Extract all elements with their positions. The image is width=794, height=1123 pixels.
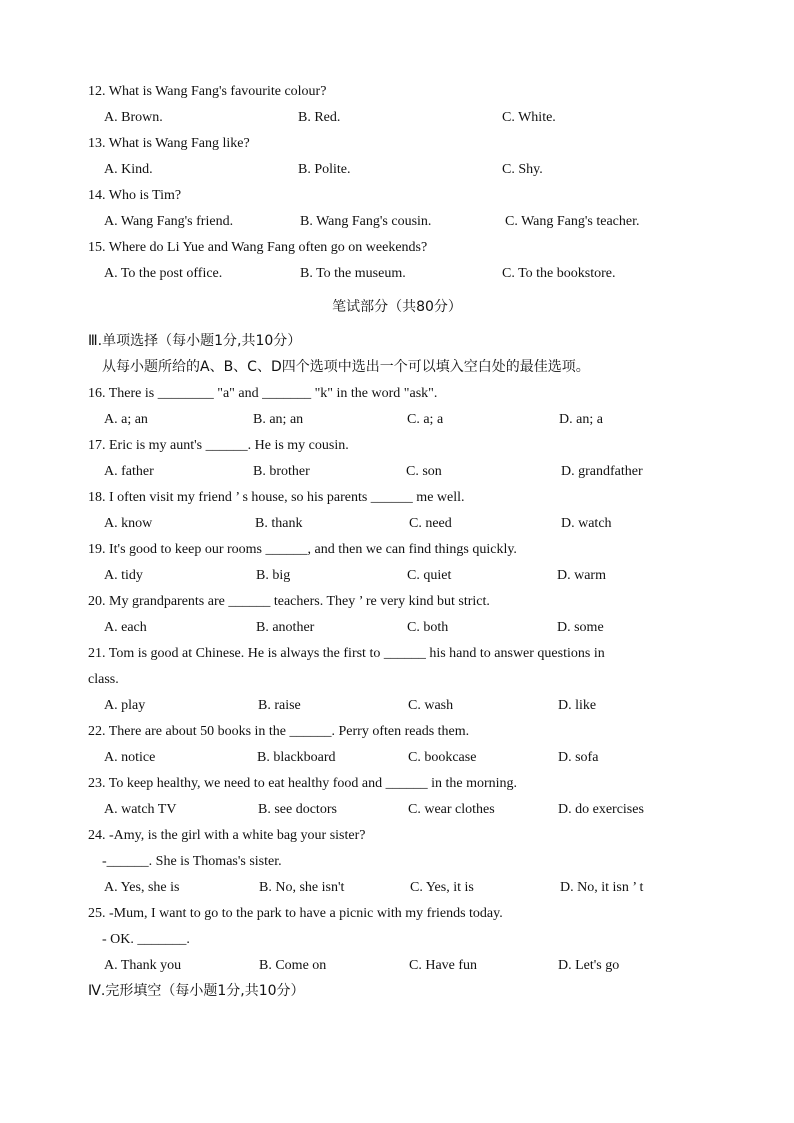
question-22-stem: 22. There are about 50 books in the ______. Perry often reads them. [88, 724, 470, 739]
q23-option-c: C. wear clothes [408, 802, 495, 817]
question-14-stem: 14. Who is Tim? [88, 188, 182, 203]
question-13-stem: 13. What is Wang Fang like? [88, 136, 250, 151]
q15-option-b: B. To the museum. [300, 266, 406, 281]
q17-option-a: A. father [104, 464, 154, 479]
q22-option-a: A. notice [104, 750, 156, 765]
question-22-options [0, 745, 794, 771]
question-23-options [0, 797, 794, 823]
question-16-options [0, 407, 794, 433]
q23-option-b: B. see doctors [258, 802, 337, 817]
question-20-options [0, 615, 794, 641]
q19-option-b: B. big [256, 568, 291, 583]
q12-option-c: C. White. [502, 110, 556, 125]
question-12-stem: 12. What is Wang Fang's favourite colour? [88, 84, 327, 99]
q16-option-d: D. an; a [559, 412, 603, 427]
question-19-options [0, 563, 794, 589]
q22-option-d: D. sofa [558, 750, 599, 765]
question-17-stem: 17. Eric is my aunt's ______. He is my cousin. [88, 438, 349, 453]
section-3-title: Ⅲ.单项选择（每小题1分,共10分） [88, 333, 302, 349]
q12-option-b: B. Red. [298, 110, 341, 125]
q20-option-c: C. both [407, 620, 449, 635]
q23-option-d: D. do exercises [558, 802, 644, 817]
q19-option-d: D. warm [557, 568, 606, 583]
q17-option-c: C. son [406, 464, 442, 479]
section-4-title: Ⅳ.完形填空（每小题1分,共10分） [88, 983, 305, 999]
q13-option-b: B. Polite. [298, 162, 351, 177]
section-3-instruction: 从每小题所给的A、B、C、D四个选项中选出一个可以填入空白处的最佳选项。 [102, 359, 590, 375]
q17-option-d: D. grandfather [561, 464, 643, 479]
question-18-stem: 18. I often visit my friend ’ s house, so his parents ______ me well. [88, 490, 465, 505]
q16-option-a: A. a; an [104, 412, 148, 427]
question-24-options [0, 875, 794, 901]
question-21-options [0, 693, 794, 719]
q16-option-b: B. an; an [253, 412, 304, 427]
q13-option-c: C. Shy. [502, 162, 543, 177]
q14-option-a: A. Wang Fang's friend. [104, 214, 234, 229]
question-18-options [0, 511, 794, 537]
q21-option-c: C. wash [408, 698, 454, 713]
q17-option-b: B. brother [253, 464, 310, 479]
question-21-stem: 21. Tom is good at Chinese. He is always the first to ______ his hand to answer questions in [88, 646, 605, 661]
q25-option-b: B. Come on [259, 958, 327, 973]
question-21-stem-continued: class. [88, 672, 119, 687]
q16-option-c: C. a; a [407, 412, 444, 427]
q20-option-a: A. each [104, 620, 147, 635]
q25-option-a: A. Thank you [104, 958, 182, 973]
q24-option-d: D. No, it isn ’ t [560, 880, 644, 895]
question-15-options [0, 261, 794, 287]
q19-option-c: C. quiet [407, 568, 452, 583]
q21-option-d: D. like [558, 698, 597, 713]
question-17-options [0, 459, 794, 485]
q21-option-b: B. raise [258, 698, 301, 713]
question-25-stem-continued: - OK. _______. [102, 932, 190, 947]
q24-option-a: A. Yes, she is [104, 880, 180, 895]
q19-option-a: A. tidy [104, 568, 143, 583]
question-25-stem: 25. -Mum, I want to go to the park to have a picnic with my friends today. [88, 906, 503, 921]
question-20-stem: 20. My grandparents are ______ teachers. They ’ re very kind but strict. [88, 594, 490, 609]
q24-option-c: C. Yes, it is [410, 880, 474, 895]
q25-option-d: D. Let's go [558, 958, 620, 973]
question-12-options [0, 105, 794, 131]
q18-option-c: C. need [409, 516, 452, 531]
q12-option-a: A. Brown. [104, 110, 163, 125]
written-part-title: 笔试部分（共80分） [332, 299, 462, 315]
q21-option-a: A. play [104, 698, 146, 713]
q15-option-c: C. To the bookstore. [502, 266, 616, 281]
q18-option-a: A. know [104, 516, 153, 531]
question-16-stem: 16. There is ________ "a" and _______ "k" in the word "ask". [88, 386, 438, 401]
q20-option-b: B. another [256, 620, 315, 635]
question-24-stem: 24. -Amy, is the girl with a white bag your sister? [88, 828, 366, 843]
q23-option-a: A. watch TV [104, 802, 177, 817]
q15-option-a: A. To the post office. [104, 266, 223, 281]
q25-option-c: C. Have fun [409, 958, 478, 973]
question-24-stem-continued: -______. She is Thomas's sister. [102, 854, 282, 869]
question-15-stem: 15. Where do Li Yue and Wang Fang often go on weekends? [88, 240, 428, 255]
q24-option-b: B. No, she isn't [259, 880, 345, 895]
question-13-options [0, 157, 794, 183]
q20-option-d: D. some [557, 620, 604, 635]
q14-option-b: B. Wang Fang's cousin. [300, 214, 432, 229]
question-25-options [0, 953, 794, 979]
question-23-stem: 23. To keep healthy, we need to eat healthy food and ______ in the morning. [88, 776, 518, 791]
q22-option-b: B. blackboard [257, 750, 336, 765]
q14-option-c: C. Wang Fang's teacher. [505, 214, 640, 229]
q18-option-b: B. thank [255, 516, 303, 531]
question-14-options [0, 209, 794, 235]
q22-option-c: C. bookcase [408, 750, 477, 765]
q13-option-a: A. Kind. [104, 162, 153, 177]
q18-option-d: D. watch [561, 516, 612, 531]
question-19-stem: 19. It's good to keep our rooms ______, and then we can find things quickly. [88, 542, 517, 557]
